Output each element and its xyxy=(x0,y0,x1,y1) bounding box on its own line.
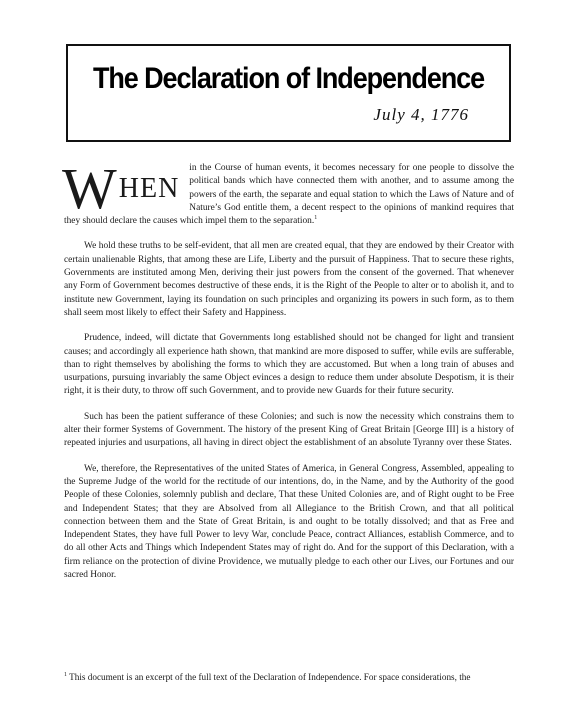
document-date: July 4, 1776 xyxy=(373,105,469,124)
paragraph-5: We, therefore, the Representatives of the united States of America, in General Congress, Assembled, appealing to the Supreme Judge of the world for the rectitude of our intentions, do, in the Name, and by the Authority of the good People of these Colonies, solemnly publish and declare, That these United Colonies are, and of Right ought to be Free and Independent States; that they are Absolved from all Allegiance to the British Crown, and that all political connection between them and the State of Great Britain, is and ought to be totally dissolved; and that as Free and Independent States, they have full Power to levy War, conclude Peace, contract Alliances, establish Commerce, and to do all other Acts and Things which Independent States may of right do. And for the support of this Declaration, with a firm reliance on the protection of divine Providence, we mutually pledge to each other our Lives, our Fortunes and our sacred Honor. xyxy=(64,463,514,581)
footnote xyxy=(64,671,514,683)
document-body xyxy=(62,156,514,594)
footnote-reference: 1 xyxy=(314,215,318,222)
footnote-text: This document is an excerpt of the full text of the Declaration of Independence. For space considerations, the xyxy=(67,672,471,682)
paragraph-1-text: in the Course of human events, it becomes necessary for one people to dissolve the political bands which have connected them with another, and to assume among the powers of the earth, the separate and equal station to which the Laws of Nature and of Nature’s God entitle them, a decent respect to the opinions of mankind requires that they should declare the causes which impel them to the separation. xyxy=(64,163,514,227)
paragraph-3: Prudence, indeed, will dictate that Governments long established should not be changed for light and transient causes; and accordingly all experience hath shown, that mankind are more disposed to suffer, while evils are sufferable, than to right themselves by abolishing the forms to which they are accustomed. But when a long train of abuses and usurpations, pursuing invariably the same Object evinces a design to reduce them under absolute Despotism, it is their right, it is their duty, to throw off such Government, and to provide new Guards for their future security. xyxy=(64,333,514,397)
paragraph-1 xyxy=(62,156,514,228)
paragraph-2: We hold these truths to be self-evident, that all men are created equal, that they are endowed by their Creator with certain unalienable Rights, that among these are Life, Liberty and the pursuit of Happiness. That to secure these rights, Governments are instituted among Men, deriving their just powers from the consent of the governed. That whenever any Form of Government becomes destructive of these ends, it is the Right of the People to alter or to abolish it, and to institute new Government, laying its foundation on such principles and organizing its powers in such form, as to them shall seem most likely to effect their Safety and Happiness. xyxy=(64,241,514,318)
drop-cap-rest: HEN xyxy=(118,173,180,204)
document-title: The Declaration of Independence xyxy=(92,62,485,95)
paragraph-4: Such has been the patient sufferance of these Colonies; and such is now the necessity which constrains them to alter their former Systems of Government. The history of the present King of Great Britain [George III] is a history of repeated injuries and usurpations, all having in direct object the establishment of an absolute Tyranny over these States. xyxy=(64,411,514,449)
title-box xyxy=(66,44,511,142)
drop-cap: W xyxy=(62,156,117,221)
footnote-mark: 1 xyxy=(64,671,67,678)
